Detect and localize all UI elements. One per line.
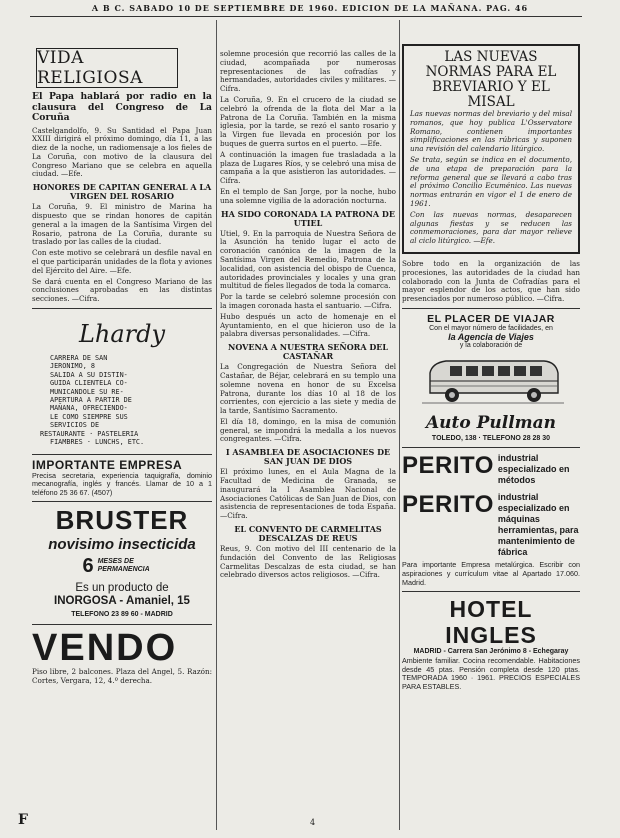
- article-body: En el templo de San Jorge, por la noche, hubo una solemne vigilia de la adoración nocturna.: [220, 186, 396, 205]
- hotel-body: Ambiente familiar. Cocina recomendable. Habitaciones desde 45 ptas. Pensión completa desde 120 ptas. TEMPORADA 1960 · 1961. PRECIOS ESPECIALES PARA ESTABLES.: [402, 655, 580, 692]
- article-body: Sobre todo en la organización de las procesiones, las autoridades de la ciudad han colaborado con la Junta de Cofradías para el mayor esplendor de los actos, que han sido presenciados por numeroso público. —Cifra.: [402, 258, 580, 304]
- divider: [32, 501, 212, 502]
- article-body: Hubo después un acto de homenaje en el Ayuntamiento, en el que hicieron uso de la palabra diversas personalidades. —Cifra.: [220, 311, 396, 339]
- lhardy-line: LE COMO SIEMPRE SUS: [50, 412, 128, 421]
- lhardy-line: MUNICANDOLE SU RE-: [50, 387, 124, 396]
- importante-body: Precisa secretaria, experiencia taquigrafía, dominio mecanografía, inglés y francés. Llamar de 10 a 1 teléfono 25 36 67. (4507): [32, 470, 212, 498]
- divider: [32, 624, 212, 625]
- bruster-logo: BRUSTER: [55, 504, 189, 535]
- perito-text: industrial especializado en métodos: [497, 452, 570, 485]
- article-headline-2: HONORES DE CAPITAN GENERAL A LA VIRGEN DEL ROSARIO: [32, 182, 212, 202]
- nuevas-normas-body: Las nuevas normas del breviario y del misal romanos, que hoy publica L'Osservatore Romano, contienen importantes simplificaciones en las rúbricas y suponen una revisión del calendario litúrgico.: [410, 109, 572, 154]
- lhardy-line: CARRERA DE SAN: [50, 354, 108, 363]
- importante-title: IMPORTANTE EMPRESA: [32, 457, 183, 472]
- divider: [402, 447, 580, 448]
- vendo-body: Piso libre, 2 balcones. Plaza del Angel, 5. Razón: Cortes, Vergara, 12, 4.º derecha.: [32, 666, 212, 685]
- perito-text: industrial especializado en máquinas herramientas, para mantenimiento de fábrica: [497, 491, 579, 557]
- placer-title: EL PLACER DE VIAJAR: [427, 312, 555, 325]
- lhardy-line: APERTURA A PARTIR DE: [50, 396, 132, 405]
- section-title-box: [36, 48, 178, 88]
- lhardy-line: FIAMBRES · LUNCHS, ETC.: [50, 438, 145, 447]
- placer-line1: Con el mayor número de facilidades, en: [429, 324, 553, 332]
- vendo-ad: [32, 628, 212, 686]
- perito-body: Para importante Empresa metalúrgica. Escribir con aspiraciones y currículum vitae al Apartado 17.060. Madrid.: [402, 559, 580, 587]
- hotel-city: MADRID - Carrera San Jerónimo 8 - Echegaray: [413, 648, 569, 656]
- article-headline: NOVENA A NUESTRA SEÑORA DEL CASTAÑAR: [228, 342, 388, 362]
- article-body: El próximo lunes, en el Aula Magna de la Facultad de Medicina de Granada, se inaugurará la I Asamblea Nacional de Asociaciones Católicas de San Juan de Dios, con asistencia de representaciones de toda España. —Cifra.: [220, 467, 396, 521]
- article-body-2c: Se dará cuenta en el Congreso Mariano de las conclusiones aprobadas en las distintas secciones. —Cifra.: [32, 276, 212, 304]
- page-mark: 4: [310, 818, 316, 827]
- section-title: VIDA RELIGIOSA: [37, 48, 143, 88]
- article-body: Reus, 9. Con motivo del III centenario de la fundación del Convento de las Religiosas Carmelitas Descalzas de esta ciudad, se han celebrado diversos actos religiosos. —Cifra.: [220, 544, 396, 580]
- lhardy-logo: Lhardy: [78, 320, 166, 349]
- placer-de-viajar-ad: [402, 313, 580, 442]
- article-body: La Coruña, 9. En el crucero de la ciudad se celebró la ofrenda de la flota del Mar a la Patrona de La Coruña. También en la misma iglesia, por la tarde, se rezó el santo rosario y la Virgen fue llevada en procesión por los buques de guerra surtos en el puerto. —Efe.: [220, 94, 396, 148]
- column-divider-1: [216, 20, 217, 830]
- hotel-title: HOTEL INGLES: [445, 596, 537, 649]
- bruster-tagline: novisimo insecticida: [48, 535, 196, 553]
- header-rule: [30, 16, 582, 17]
- nuevas-normas-body: Con las nuevas normas, desaparecen algunas fiestas y se reducen las conmemoraciones, para dar mayor relieve al ciclo litúrgico. —Efe.: [410, 209, 572, 246]
- hotel-ingles-ad: [402, 596, 580, 692]
- article-headline: HA SIDO CORONADA LA PATRONA DE UTIEL: [221, 208, 395, 228]
- article-body: Castelgandolfo, 9. Su Santidad el Papa Juan XXIII dirigirá el próximo domingo, día 11, a las diez de la noche, un radiomensaje a los fieles de La Coruña, con motivo de la clausura del Congreso Mariano que se celebra en aquella ciudad. —Efe.: [32, 125, 212, 179]
- article-body: El día 18, domingo, en la misa de comunión general, se impondrá la medalla a los nuevos congregantes. —Cifra.: [220, 416, 396, 444]
- inorgosa-line3: TELEFONO 23 89 60 - MADRID: [71, 610, 173, 618]
- lhardy-line: SERVICIOS DE: [50, 421, 100, 430]
- nuevas-normas-body: Se trata, según se indica en el documento, de una etapa de preparación para la reforma general que se llevará a cabo tras el próximo Concilio Ecuménico. Las nuevas normas entrarán en vigor el 1 de enero de 1961.: [410, 154, 572, 208]
- article-headline: EL CONVENTO DE CARMELITAS DESCALZAS DE REUS: [234, 524, 382, 544]
- column-divider-2: [399, 20, 400, 830]
- column-left: [32, 46, 212, 832]
- perito-title: PERITO: [402, 451, 494, 479]
- perito-ad-2: [402, 492, 580, 587]
- perito-ad-1: [402, 453, 580, 486]
- lhardy-line: RESTAURANTE · PASTELERIA: [40, 429, 139, 438]
- placer-line3: y la colaboración de: [459, 341, 523, 349]
- lhardy-line: SALIDA A SU DISTIN-: [50, 370, 128, 379]
- nuevas-normas-title: LAS NUEVAS NORMAS PARA EL BREVIARIO Y EL MISAL: [425, 49, 557, 110]
- bruster-mark: [32, 555, 212, 578]
- lhardy-text: [36, 354, 208, 446]
- inorgosa-line1: Es un producto de: [75, 581, 169, 594]
- bruster-mark-text: MESES DE PERMANENCIA: [97, 558, 150, 574]
- divider: [32, 454, 212, 455]
- article-body-2b: Con este motivo se celebrará un desfile naval en el que participarán unidades de la flota y aviones del Ejército del Aire. —Efe.: [32, 248, 212, 275]
- importante-ad: [32, 458, 212, 498]
- lhardy-ad: [32, 314, 212, 448]
- placer-line2: la Agencia de Viajes: [448, 331, 534, 342]
- auto-pullman-logo: Auto Pullman: [425, 412, 557, 433]
- bruster-ad: [32, 505, 212, 578]
- lhardy-line: JERONIMO, 8: [50, 362, 96, 371]
- bruster-mark-number: 6: [82, 554, 94, 577]
- article-body: La Congregación de Nuestra Señora del Castañar, de Béjar, celebrará en su templo una solemne novena en honor de su Excelsa Patrona, durante los días 10 al 18 de los corrientes, con ejercicio a las siete y media de la tarde, Santísimo Sacramento.: [220, 362, 396, 416]
- article-body: solemne procesión que recorrió las calles de la ciudad, acompañada por numerosas representaciones de las cofradías y hermandades, autoridades civiles y militares. —Cifra.: [220, 50, 396, 94]
- margin-mark: F: [18, 812, 28, 828]
- vendo-title: VENDO: [32, 626, 178, 669]
- perito-title: PERITO: [402, 490, 494, 518]
- column-right: [402, 44, 580, 832]
- article-body: A continuación la imagen fue trasladada a la plaza de Lugares Ríos, y se celebró una misa de campaña a la que asistieron las autoridades. —Cifra.: [220, 149, 396, 186]
- bus-icon: [416, 353, 566, 409]
- inorgosa-line2: INORGOSA - Amaniel, 15: [54, 594, 190, 607]
- divider: [402, 308, 580, 309]
- article-body: Utiel, 9. En la parroquia de Nuestra Señora de la Asunción ha tenido lugar el acto de coronación canónica de la imagen de la Santísima Virgen del Remedio, Patrona de la localidad, con asistencia del obispo de Cuenca, autoridades provinciales y locales y una gran multitud de fieles llegados de toda la comarca.: [220, 228, 396, 291]
- divider: [32, 308, 212, 309]
- divider: [402, 591, 580, 592]
- article-body: Por la tarde se celebró solemne procesión con la imagen coronada hasta el santuario. —Cifra.: [220, 292, 396, 310]
- placer-address: TOLEDO, 138 · TELEFONO 28 28 30: [431, 434, 551, 442]
- lhardy-line: GUIDA CLIENTELA CO-: [50, 379, 128, 388]
- inorgosa-ad: [32, 582, 212, 621]
- page-header: A B C. SABADO 10 DE SEPTIEMBRE DE 1960. EDICION DE LA MAÑANA. PAG. 46: [91, 3, 529, 13]
- article-headline: El Papa hablará por radio en la clausura del Congreso de La Coruña: [32, 91, 212, 123]
- column-middle: [220, 50, 396, 832]
- article-headline: I ASAMBLEA DE ASOCIACIONES DE SAN JUAN DE DIOS: [225, 447, 391, 467]
- article-body-2a: La Coruña, 9. El ministro de Marina ha dispuesto que se rindan honores de capitán general a la imagen de la Santísima Virgen del Rosario, patrona de La Coruña, durante su traslado por las calles de la ciudad.: [32, 202, 212, 247]
- lhardy-line: MAÑANA, OFRECIENDO-: [50, 404, 128, 413]
- nuevas-normas-box: [402, 44, 580, 254]
